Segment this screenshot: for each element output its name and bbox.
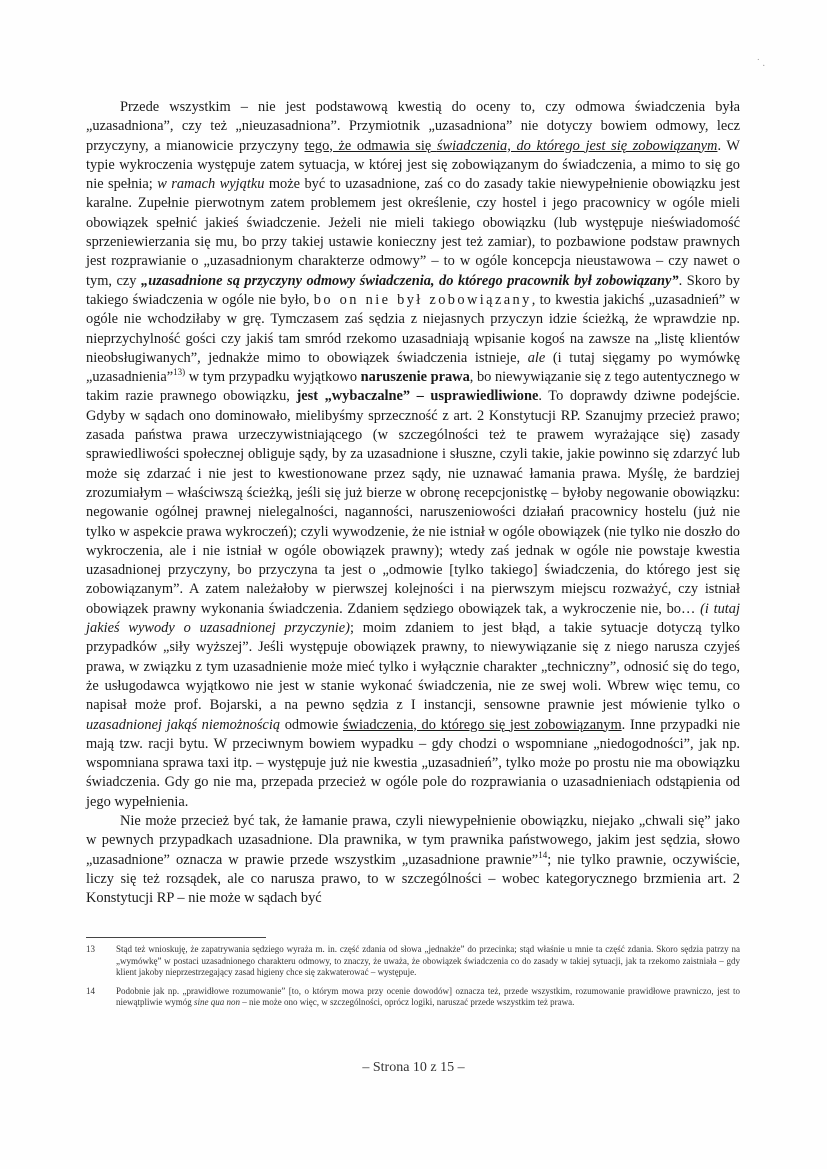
text-run: Przede wszystkim – nie jest podstawową kwestią do oceny to, czy odmowa świadczenia była „uzasadniona”, czy też „nieuzasadniona”. Przymiotnik „uzasadniona” nie dotyczy bowiem odmowy, lecz przyczyny, a mianowicie przyczyny xyxy=(86,99,740,154)
text-run: w tym przypadku wyjątkowo xyxy=(185,369,361,386)
footnote-number: 14 xyxy=(86,985,95,996)
text-run: uzasadnionej jakąś niemożnością xyxy=(86,716,281,733)
text-run: tego, że odmawia się xyxy=(304,137,437,154)
text-run: . Skoro by takiego świadczenia w ogóle nie było, xyxy=(86,272,740,308)
paragraph-2 xyxy=(86,812,740,908)
text-run: bo on nie był zobowiązany xyxy=(313,291,532,308)
text-run: , to kwestia jakichś „uzasadnień” w ogóle nie wchodziłaby w grę. Tymczasem zaś sędzia z niejasnych przyczyn idzie ścieżką, że wprawdzie np. nieprzychylność gości czy jakiś tam smród rzekomo uzasadniają wpisanie kogoś na zawsze na „listę klientów nieobsługiwanych”, jednakże mimo to obowiązek świadczenia istnieje, xyxy=(86,291,740,366)
footnotes xyxy=(86,944,740,1016)
footnote-separator xyxy=(86,937,266,938)
footnote-reference: 14 xyxy=(538,849,548,860)
text-run: naruszenie prawa xyxy=(360,369,470,386)
text-run: – nie może ono więc, w szczególności, oprócz logiki, naruszać przede wszystkim też prawa. xyxy=(240,997,575,1008)
main-text xyxy=(86,98,740,908)
text-run: , bo niewywiązanie się z tego autentycznego w takim razie prawnego obowiązku, xyxy=(86,369,740,405)
text-run: (i tutaj jakieś wywody o uzasadnionej przyczynie) xyxy=(86,600,740,637)
footnote-13 xyxy=(86,944,740,979)
text-run: . To doprawdy dziwne podejście. Gdyby w sądach ono dominowało, mielibyśmy sprzeczność z art. 2 Konstytucji RP. Szanujmy przecież prawo; zasada państwa prawa urzeczywistniającego (w szczególności też te prawem wyrażające się) zasady sprawiedliwości społecznej obliguje sądy, by za uzasadnione i słuszne, czyli takie, jakie powinno się zdarzyć lub może się zdarzać i nie jest to kwestionowane przez sądy, nie uznawać łamania prawa. Myślę, że bardziej zrozumiałym – właściwszą ścieżką, jeśli się już bierze w obronę recepcjonistkę – byłoby negowanie obowiązku: negowanie ogólnej prawnej nielegalności, naganności, naruszeniowości działań pracownicy hostelu (już nie tylko w aspekcie prawa wykroczeń); czyli wywodzenie, że nie istniał w ogóle obowiązek (nie tylko nie doszło do wykroczenia, ale i nie istniał w ogóle obowiązek prawny); wtedy zaś jednak w ogóle nie powstaje kwestia uzasadnionej przyczyny, bo przyczyna ta jest o „odmowie [tylko takiego] świadczenia, do którego jest się zobowiązanym”. A zatem należałoby w pierwszej kolejności i na pierwszym miejscu rozważyć, czy istniał obowiązek prawny wykonania świadczenia. Zdaniem sędziego obowiązek tak, a wykroczenie nie, bo… xyxy=(86,388,740,617)
text-run: ale xyxy=(527,349,546,366)
text-run: Nie może przecież być tak, że łamanie prawa, czyli niewypełnienie obowiązku, niejako „chwali się” jako w pewnych przypadkach uzasadnione. Dla prawnika, w tym prawnika państwowego, jakim jest sędzia, słowo „uzasadnione” oznacza w prawie przede wszystkim „uzasadnione prawnie” xyxy=(86,812,740,868)
paragraph-1 xyxy=(86,98,740,812)
text-run: „uzasadnione są przyczyny odmowy świadczenia, do którego pracownik był zobowiązany” xyxy=(141,272,679,289)
text-run: . Inne przypadki nie mają tzw. racji bytu. W przeciwnym bowiem wypadku – gdy chodzi o wspomniane „niedogodności”, jak np. wspomniana sprawa taxi itp. – występuje już nie kwestia „uzasadnień”, tylko może po prostu nie ma obowiązku świadczenia. Gdy go nie ma, przepada przecież w ogóle pole do rozprawiania o uzasadnieniach odstąpienia od jego wypełnienia. xyxy=(86,716,740,810)
footnote-reference: 13) xyxy=(173,367,186,378)
text-run: jest „wybaczalne” – usprawiedliwione xyxy=(296,388,539,405)
text-run: Podobnie jak np. „prawidłowe rozumowanie” [to, o którym mowa przy ocenie dowodów] oznacza też, przede wszystkim, rozumowanie prawidłowe prawniczo, jest to niewątpliwie wymóg xyxy=(116,985,740,1008)
text-run: w ramach wyjątku xyxy=(157,176,265,193)
footnote-text xyxy=(116,986,740,1009)
text-run: Stąd też wnioskuję, że zapatrywania sędziego wyraża m. in. część zdania od słowa „jednakże” do przecinka; stąd właśnie u mnie ta część zdania. Skoro sędzia patrzy na „wymówkę” w postaci uzasadnionego charakteru odmowy, to znaczy, że uważa, że obowiązek świadczenia co do zasady w takiej sytuacji, jak ta rzekomo zaistniała – gdy klient jakoby nieprzestrzegający zasad higieny chce się zakwaterować – występuje. xyxy=(116,944,740,978)
footnote-text xyxy=(116,944,740,979)
text-run: sine qua non xyxy=(194,997,240,1008)
text-run: świadczenia, do którego się jest zobowiązanym xyxy=(342,716,622,733)
text-run: odmowie xyxy=(280,716,343,733)
scan-specks: ˙ . xyxy=(756,58,765,69)
text-run: może być to uzasadnione, zaś co do zasady takie niewypełnienie obowiązku jest karalne. Zupełnie pierwotnym zatem problemem jest określenie, czy hostel i jego pracownicy w ogóle mieli obowiązek spełnić jakieś świadczenie. Jeżeli nie mieli takiego obowiązku (lub występuje nieświadomość sprzeniewierzania się mu, bo przy takiej ustawie konieczny jest też zamiar), to pozbawione podstaw prawnych jest rozprawianie o „uzasadnionym charakterze odmowy” – to w ogóle koncepcja nieustawowa – czy nawet o tym, czy xyxy=(86,176,740,289)
text-run: ; moim zdaniem to jest błąd, a takie sytuacje dotyczą tylko przypadków „siły wyższej”. Jeśli występuje obowiązek prawny, to niewywiązanie się z niego narusza czyjeś prawa, w związku z tym uzasadnienie może mieć tylko i wyłącznie charakter „techniczny”, odnosić się do tego, że usługodawca wyjątkowo nie jest w stanie wykonać świadczenia, nie ze swej woli. Wbrew więc temu, co napisał może prof. Bojarski, a na pewno sędzia z I instancji, sensowne prawnie jest mówienie tylko o xyxy=(86,620,741,714)
footnote-number: 13 xyxy=(86,944,95,954)
text-run: ; nie tylko prawnie, oczywiście, liczy się też rozsądek, ale co narusza prawo, to w szczególności – wobec kategorycznego brzmienia art. 2 Konstytucji RP – nie może w sądach być xyxy=(86,851,740,907)
text-run: . W typie wykroczenia występuje zatem sytuacja, w której jest się zobowiązanym do świadczenia, a mimo to się go nie spełnia; xyxy=(86,137,740,193)
text-run: (i tutaj sięgamy po wymówkę „uzasadnienia” xyxy=(86,349,740,386)
footnote-14 xyxy=(86,986,740,1009)
text-run: świadczenia, do którego jest się zobowiązanym xyxy=(436,137,718,154)
page-number: – Strona 10 z 15 – xyxy=(362,1060,465,1075)
